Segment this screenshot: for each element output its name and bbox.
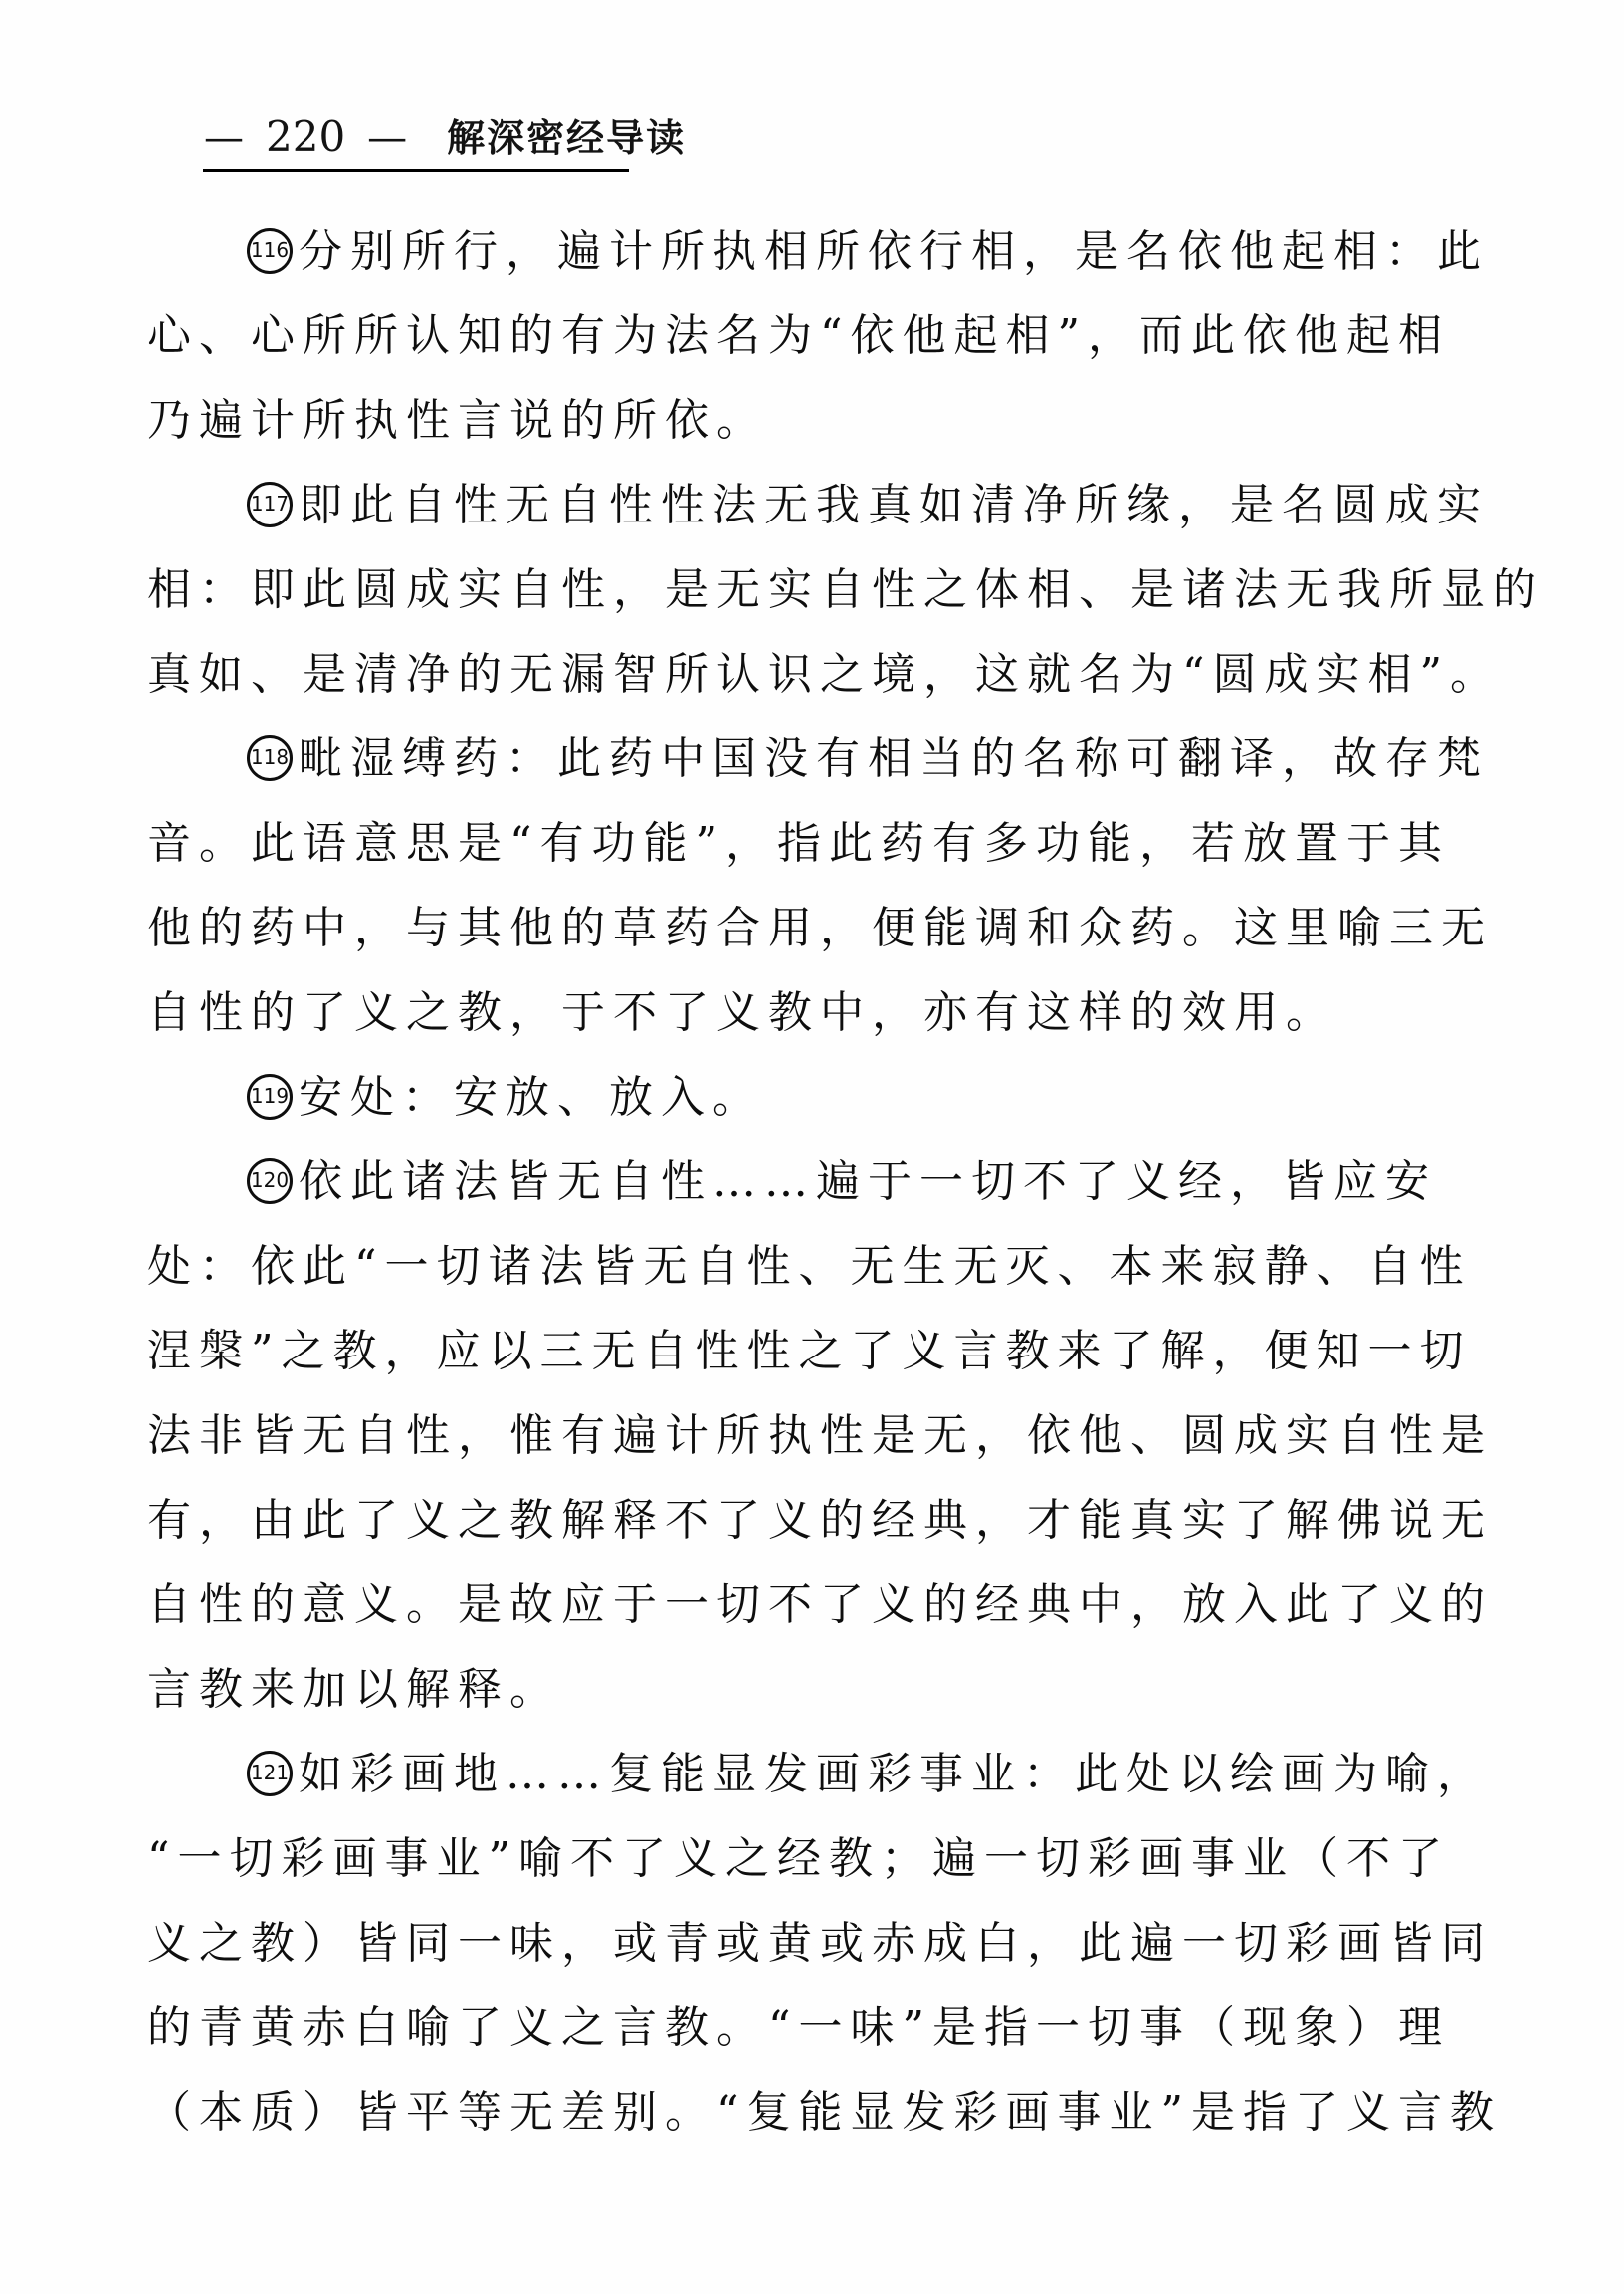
text-line: [147, 886, 1501, 970]
line-text: 真如、是清净的无漏智所认识之境，这就名为“圆成实相”。: [147, 649, 1502, 700]
line-text: “一切彩画事业”喻不了义之经教；遍一切彩画事业（不了: [147, 1833, 1450, 1884]
paragraph-indent: [147, 1195, 247, 1196]
text-line: [147, 1647, 1501, 1732]
note-number-badge: 120: [247, 1158, 293, 1204]
text-line: [147, 1563, 1501, 1647]
paragraph-indent: [147, 1111, 247, 1112]
text-line: [147, 632, 1501, 717]
line-text: 相：即此圆成实自性，是无实自性之体相、是诸法无我所显的: [147, 564, 1544, 615]
line-text: 自性的意义。是故应于一切不了义的经典中，放入此了义的: [147, 1579, 1493, 1630]
line-text: 即此自性无自性性法无我真如清净所缘，是名圆成实: [299, 480, 1489, 530]
text-line: [147, 1985, 1501, 2070]
text-line: [147, 2070, 1501, 2155]
line-text: 他的药中，与其他的草药合用，便能调和众药。这里喻三无: [147, 903, 1493, 953]
line-text: （本质）皆平等无差别。“复能显发彩画事业”是指了义言教: [147, 2087, 1502, 2138]
line-text: 的青黄赤白喻了义之言教。“一味”是指一切事（现象）理: [147, 2002, 1450, 2053]
text-line: [147, 1309, 1501, 1393]
line-text: 处：依此“一切诸法皆无自性、无生无灭、本来寂静、自性: [147, 1241, 1472, 1292]
line-text: 毗湿缚药：此药中国没有相当的名称可翻译，故存梵: [299, 733, 1489, 784]
text-line: [147, 378, 1501, 463]
note-number-badge: 119: [247, 1074, 293, 1120]
paragraph-indent: [147, 519, 247, 520]
line-text: 心、心所所认知的有为法名为“依他起相”，而此依他起相: [147, 311, 1450, 361]
note-number-badge: 117: [247, 482, 293, 527]
book-title: 解深密经导读: [447, 115, 687, 160]
text-line: [147, 547, 1544, 632]
text-line: [147, 717, 1501, 801]
text-line: [147, 209, 1501, 294]
text-line: [147, 1732, 1501, 1816]
text-line: [147, 463, 1501, 547]
line-text: 义之教）皆同一味，或青或黄或赤成白，此遍一切彩画皆同: [147, 1918, 1493, 1969]
text-line: [147, 1224, 1501, 1309]
line-text: 乃遍计所执性言说的所依。: [147, 395, 768, 446]
paragraph-indent: [147, 772, 247, 773]
line-text: 安处：安放、放入。: [299, 1072, 764, 1123]
running-header: [204, 107, 686, 162]
note-number-badge: 116: [247, 228, 293, 274]
paragraph-indent: [147, 1787, 247, 1788]
line-text: 有，由此了义之教解释不了义的经典，才能真实了解佛说无: [147, 1495, 1493, 1546]
note-number-badge: 118: [247, 735, 293, 781]
header-dash-right: —: [367, 115, 408, 161]
line-text: 自性的了义之教，于不了义教中，亦有这样的效用。: [147, 987, 1337, 1038]
text-line: [147, 1055, 1501, 1140]
page-number: 220: [266, 112, 346, 161]
text-line: [147, 1140, 1501, 1224]
line-text: 依此诸法皆无自性……遍于一切不了义经，皆应安: [299, 1156, 1437, 1207]
line-text: 音。此语意思是“有功能”，指此药有多功能，若放置于其: [147, 818, 1450, 869]
page-body: [147, 209, 1544, 2155]
text-line: [147, 1816, 1501, 1901]
text-line: [147, 294, 1501, 378]
header-dash-left: —: [204, 115, 244, 161]
header-rule: [203, 169, 629, 172]
paragraph-indent: [147, 265, 247, 266]
text-line: [147, 1478, 1501, 1563]
text-line: [147, 1393, 1501, 1478]
line-text: 法非皆无自性，惟有遍计所执性是无，依他、圆成实自性是: [147, 1410, 1493, 1461]
note-number-badge: 121: [247, 1751, 293, 1796]
text-line: [147, 970, 1501, 1055]
line-text: 分别所行，遍计所执相所依行相，是名依他起相：此: [299, 226, 1489, 277]
text-line: [147, 801, 1501, 886]
text-line: [147, 1901, 1501, 1985]
line-text: 涅槃”之教，应以三无自性性之了义言教来了解，便知一切: [147, 1326, 1472, 1376]
line-text: 如彩画地……复能显发画彩事业：此处以绘画为喻，: [299, 1749, 1489, 1799]
line-text: 言教来加以解释。: [147, 1664, 561, 1715]
